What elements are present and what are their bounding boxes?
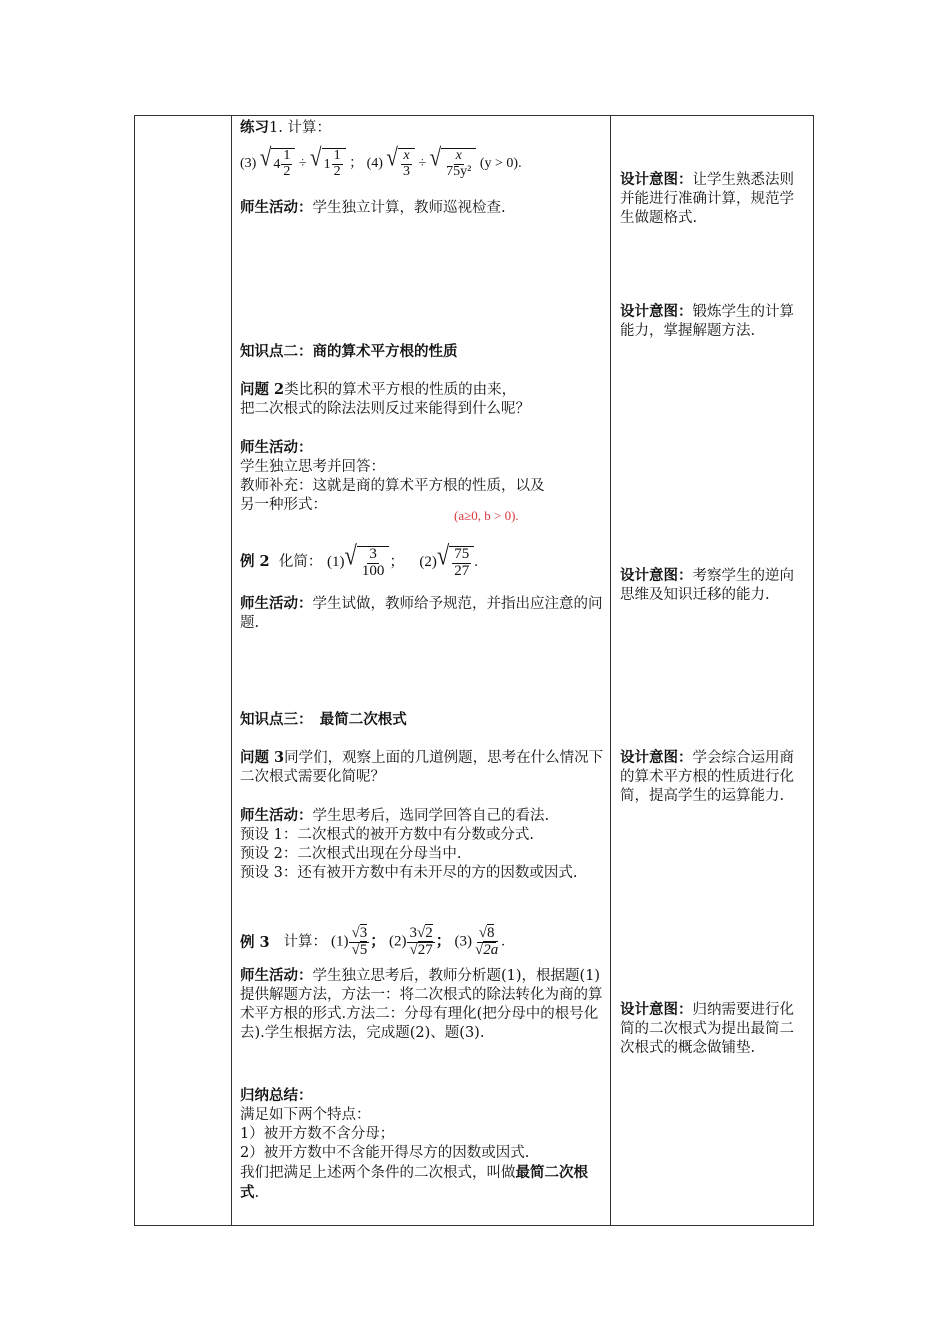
fraction: $\frac{√3}{√5}$ [351, 924, 368, 958]
practice-text: 1. 计算： [269, 120, 331, 136]
divide-sign: ÷ [298, 155, 307, 171]
denominator: 2 [333, 163, 341, 179]
example-2-activity [240, 594, 604, 633]
design-label: 设计意图： [620, 749, 693, 766]
design-label: 设计意图： [620, 1001, 693, 1018]
condition: (y > 0). [479, 155, 522, 171]
activity-text: 学生思考后，选同学回答自己的看法. [312, 808, 550, 824]
whole: 1 [323, 156, 331, 172]
summary-line: 1）被开方数不含分母； [240, 1126, 395, 1142]
denominator: 2 [283, 163, 291, 179]
design-text: 学会综合运用商的算术平方根的性质进行化简，提高学生的运算能力. [620, 750, 794, 804]
activity-line: 另一种形式： [240, 497, 327, 513]
section3-activity [240, 806, 604, 883]
numerator: 3 [359, 924, 368, 941]
denominator: 75y² [446, 163, 472, 179]
item-label: (3) [240, 155, 257, 171]
design-note-4 [620, 748, 806, 806]
item-label: (2) [388, 933, 407, 950]
separator: ； [349, 155, 364, 171]
activity-label: 师生活动： [240, 199, 313, 216]
design-text: 让学生熟悉法则并能进行准确计算，规范学生做题格式. [620, 172, 794, 226]
example-3-activity [240, 966, 604, 1043]
preset-3: 预设 3：还有被开方数中有未开尽的方的因数或因式. [240, 865, 578, 881]
summary-line: 满足如下两个特点： [240, 1107, 371, 1123]
fraction: $\frac{3√2}{√27}$ [409, 924, 433, 958]
question-label: 问题 2 [240, 381, 285, 398]
activity-line: 学生独立思考并回答： [240, 459, 385, 475]
item-label: (1) [330, 933, 349, 950]
activity-label: 师生活动： [240, 807, 313, 824]
numerator: 75 [454, 546, 470, 562]
question-3 [240, 748, 604, 787]
design-label: 设计意图： [620, 567, 693, 584]
radical: √ $\frac{x}{\text{75y²}}$ [430, 148, 477, 179]
radical: √ $\frac{75}{27}$ [437, 546, 474, 580]
design-column [611, 116, 814, 1225]
item-label: (3) [454, 933, 472, 950]
activity-label: 师生活动： [240, 595, 313, 612]
example-label: 例 2 [240, 553, 270, 571]
example-label: 例 3 [240, 933, 270, 951]
practice-label: 练习 [240, 119, 269, 136]
radical: √ $\frac{3}{100}$ [344, 546, 389, 580]
period: . [501, 933, 505, 950]
activity-text: 学生独立计算，教师巡视检查. [312, 200, 506, 216]
denominator: 27 [417, 941, 433, 958]
question-label: 问题 3 [240, 749, 285, 766]
denominator: 2a [483, 941, 499, 958]
example-3 [240, 922, 604, 962]
numerator: 8 [486, 924, 495, 941]
preset-2: 预设 2：二次根式出现在分母当中. [240, 846, 462, 862]
question-text: 类比积的算术平方根的性质的由来， [284, 382, 517, 398]
activity-label: 师生活动： [240, 967, 313, 984]
item-label: (1) [326, 554, 345, 571]
design-note-2 [620, 302, 806, 341]
item-label: (4) [366, 155, 383, 171]
section2-title: 知识点二：商的算术平方根的性质 [240, 343, 458, 360]
summary [240, 1086, 604, 1203]
practice-heading [240, 118, 604, 138]
denominator: 3 [402, 163, 410, 179]
numerator: 1 [283, 148, 291, 163]
denominator: 5 [359, 941, 368, 958]
practice-formula [240, 142, 604, 179]
period: . [254, 1185, 260, 1201]
lesson-plan-table [134, 115, 814, 1226]
practice-activity [240, 198, 604, 218]
activity-text: 学生独立思考后，教师分析题(1)，根据题(1)提供解题方法，方法一：将二次根式的除法转化为商的算术平方根的形式.方法二：分母有理化(把分母中的根号化去).学生根据方法，完成题(2)、题(3). [240, 968, 603, 1041]
summary-line: 我们把满足上述两个条件的二次根式，叫做 [240, 1165, 516, 1181]
question-text: 同学们，观察上面的几道例题，思考在什么情况下二次根式需要化简呢？ [240, 750, 604, 785]
activity-label: 师生活动： [240, 439, 313, 456]
whole: 4 [273, 156, 281, 172]
section3-title: 知识点三： 最简二次根式 [240, 711, 407, 728]
numerator: x [403, 148, 410, 163]
radical: √ $\frac{x}{3}$ [386, 148, 415, 179]
numerator: 2 [425, 924, 433, 941]
radical: √ 4 $\frac{1}{2}$ [260, 148, 296, 179]
coefficient: 3 [409, 924, 417, 941]
design-text: 归纳需要进行化简的二次根式为提出最简二次根式的概念做铺垫. [620, 1002, 794, 1056]
design-label: 设计意图： [620, 303, 693, 320]
item-label: (2) [419, 554, 437, 571]
numerator: 3 [369, 546, 377, 562]
example-2 [240, 540, 604, 580]
separator: ； [435, 933, 451, 950]
fraction: $\frac{√8}{√2a}$ [474, 924, 499, 958]
design-label: 设计意图： [620, 171, 693, 188]
divide-sign: ÷ [418, 155, 427, 171]
activity-line: 教师补充：这就是商的算术平方根的性质，以及 [240, 478, 545, 494]
left-column [135, 116, 231, 1225]
denominator: 27 [454, 562, 470, 579]
denominator: 100 [361, 562, 385, 579]
activity-text: 学生试做，教师给予规范，并指出应注意的问题. [240, 596, 603, 631]
content-column [232, 116, 610, 1225]
question-2 [240, 380, 604, 419]
design-text: 考察学生的逆向思维及知识迁移的能力. [620, 568, 794, 603]
design-note-3 [620, 566, 806, 605]
section2-activity [240, 438, 604, 515]
key-term: 最简二次根式 [240, 1164, 588, 1201]
separator: ； [389, 554, 405, 571]
summary-label: 归纳总结： [240, 1087, 313, 1104]
preset-1: 预设 1：二次根式的被开方数中有分数或分式. [240, 827, 534, 843]
example-text: 化简： [278, 554, 323, 571]
example-text: 计算： [283, 933, 327, 950]
summary-line: 2）被开方数中不含能开得尽方的因数或因式. [240, 1145, 530, 1161]
numerator: 1 [333, 148, 341, 163]
question-text: 把二次根式的除法法则反过来能得到什么呢？ [240, 401, 530, 417]
numerator: x [455, 148, 462, 163]
design-text: 锻炼学生的计算能力，掌握解题方法. [620, 304, 794, 339]
design-note-5 [620, 1000, 806, 1058]
period: . [474, 554, 478, 571]
condition-red: (a≥0, b > 0). [454, 508, 519, 523]
radical: √ 1 $\frac{1}{2}$ [310, 148, 346, 179]
design-note-1 [620, 170, 806, 228]
separator: ； [370, 933, 386, 950]
